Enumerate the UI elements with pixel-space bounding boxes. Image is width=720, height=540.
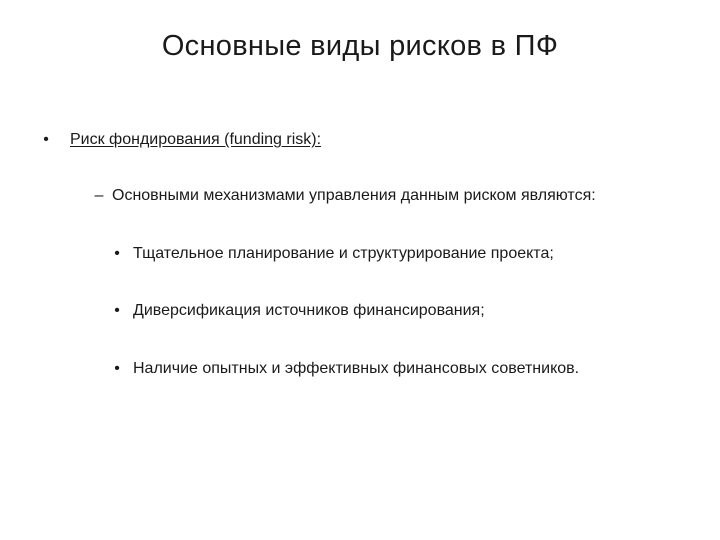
list-item [110, 245, 554, 263]
list-item-text: Тщательное планирование и структурирование проекта; [133, 245, 554, 262]
bullet-item-funding-risk [36, 131, 321, 149]
bullet-icon: • [114, 245, 120, 262]
bullet-icon: • [114, 360, 120, 377]
list-item-text: Диверсификация источников финансирования; [133, 302, 485, 319]
bullet-icon: • [43, 131, 49, 148]
bullet-icon: • [114, 302, 120, 319]
list-item-text: Наличие опытных и эффективных финансовых советников. [133, 360, 580, 377]
slide-title: Основные виды рисков в ПФ [161, 30, 559, 62]
bullet-text: Риск фондирования (funding risk): [70, 131, 322, 148]
list-item [110, 360, 579, 378]
dash-icon: – [94, 187, 104, 204]
sub-item-text: Основными механизмами управления данным риском являются: [112, 187, 596, 204]
list-item [110, 302, 485, 320]
sub-item-mechanisms [94, 187, 596, 205]
